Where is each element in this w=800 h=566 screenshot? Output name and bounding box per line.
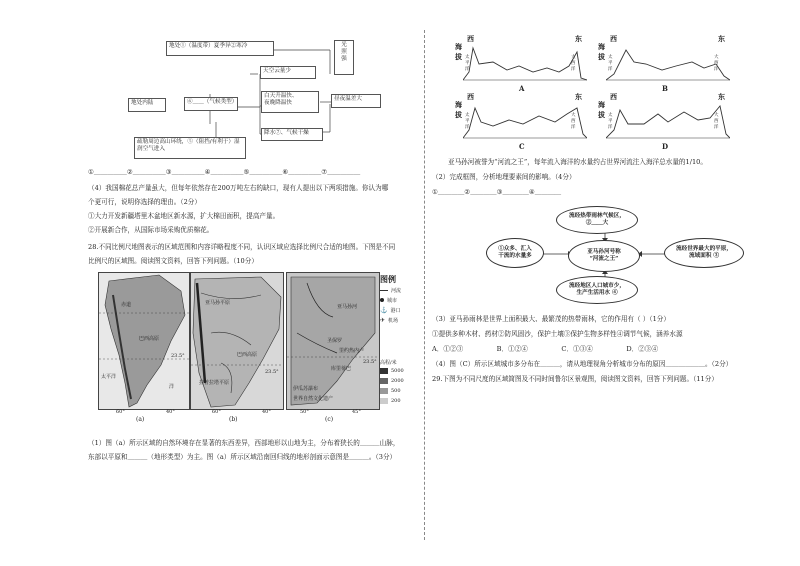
q4-right-line: （4）图（C）所示区域城市多分布在＿＿＿，请从地理视角分析城市分布的原因＿＿＿＿＿＿。（2分） xyxy=(432,360,733,368)
q3-line1: （3）亚马孙雨林是世界上面积最大、最繁茂的热带雨林，它的作用有（ ）（1分） xyxy=(432,315,670,323)
legend-river: 河流 xyxy=(380,285,418,295)
map-b-brazil: 巴西高原 xyxy=(237,352,258,358)
map-b-label: (b) xyxy=(229,416,238,423)
diagram-box-rain: 降水⑦、气候干燥 xyxy=(261,128,323,141)
q29-line: 29.下图为不同尺度的区域简图及不同时间鲁尔区景观图，阅读图文资料，回答下列问题。（11分） xyxy=(432,375,718,383)
diagram-box-climate: ⑥＿＿（气候类型） xyxy=(184,97,238,111)
map-b-lat: 23.5° xyxy=(265,369,279,375)
legend-airport: ✈ 机场 xyxy=(380,316,399,324)
legend-elev-1: 5000 xyxy=(380,366,418,376)
map-a-pacific: 太平洋 xyxy=(101,374,117,380)
q4-option2: ②开展新合作，从国际市场采购优质棉花。 xyxy=(88,226,214,234)
river-icon xyxy=(380,290,388,291)
q28-line2: 比例尺的区域图。阅读图文资料，回答下列问题。（10分） xyxy=(88,257,258,265)
q4-line2: 个更可行，说明你选择的理由。（2分） xyxy=(88,198,201,206)
legend-elev-4: 200 xyxy=(380,396,418,406)
anchor-icon: ⚓ xyxy=(380,306,388,314)
map-c-tick1: 50° xyxy=(300,409,309,415)
map-b-tick2: 40° xyxy=(262,409,271,415)
q2-blanks: ①＿＿＿＿②＿＿＿＿③＿＿＿＿④＿＿＿＿ xyxy=(432,188,562,196)
q2-line1: （2）完成框图，分析地理要素间的影响。（4分） xyxy=(432,173,576,181)
map-b-tick1: 60° xyxy=(212,409,221,415)
diagram-box-sky: 天空云量少 xyxy=(260,66,316,79)
map-a-tick1: 60° xyxy=(116,409,125,415)
map-c xyxy=(286,272,380,410)
map-c-lat: 23.5° xyxy=(363,359,377,365)
page-divider xyxy=(424,30,425,540)
legend-elev-3: 500 xyxy=(380,386,418,396)
legend-city: 城市 xyxy=(380,295,418,305)
concept-right: 流经世界最大的平原， 流域面积 ③ xyxy=(664,238,744,268)
profile-b-curve xyxy=(606,42,730,82)
map-c-rio: 里约热内卢 xyxy=(339,348,365,354)
map-a-lat: 23.5° xyxy=(171,353,185,359)
concept-bottom: 流经地区人口城市少， 生产生活用水 ④ xyxy=(556,276,638,304)
diagram-box-inland: 地处内陆 xyxy=(128,98,166,112)
map-c-label: (c) xyxy=(325,416,334,423)
map-legend xyxy=(380,274,418,406)
map-a xyxy=(98,272,190,410)
diagram-box-diff: 昼夜温差大 xyxy=(331,94,381,108)
map-c-iguazu: 伊瓜苏瀑布 xyxy=(293,386,319,392)
map-b xyxy=(190,272,284,410)
map-b-amazon: 亚马孙平原 xyxy=(205,300,231,306)
map-a-ocean: 洋 xyxy=(169,384,175,390)
map-c-curitiba: 库里蒂巴 xyxy=(331,366,352,372)
concept-center: 亚马孙河号称 “河流之王” xyxy=(568,240,640,272)
q3-options: A．①②③ B．①②④ C．①③④ D．②③④ xyxy=(432,345,659,353)
map-a-tick2: 40° xyxy=(166,409,175,415)
airplane-icon: ✈ xyxy=(380,316,386,324)
map-c-tick2: 45° xyxy=(352,409,361,415)
map-a-equator: 赤道 xyxy=(121,302,132,308)
concept-left: ①众多、汇入 干流的水量多 xyxy=(486,238,544,268)
diagram-box-mountains: 疏勒周边高山环绕，⑤（阻挡/有利于）湿润空气进入 xyxy=(134,137,246,159)
diagram-box-temp: 白天升温快、 夜晚降温快 xyxy=(261,91,319,113)
profile-a-curve xyxy=(463,42,587,82)
map-b-land xyxy=(191,273,283,409)
map-c-saopaulo: 圣保罗 xyxy=(327,338,343,344)
q4-line1: （4）我国棉花总产量虽大，但每年依然存在200万吨左右的缺口，现有人提出以下两项措施。你认为哪 xyxy=(88,184,389,192)
legend-elevation-title: 高程/米 xyxy=(380,360,397,366)
map-c-heritage: 世界自然文化遗产 xyxy=(293,396,334,402)
map-b-laplata: 拉普拉塔平原 xyxy=(199,380,230,386)
map-c-amazon: 亚马孙河 xyxy=(337,304,358,310)
legend-elev-2: 2000 xyxy=(380,376,418,386)
q4-option1: ①大力开发新疆塔里木盆地区新水源，扩大棉田面积，提高产量。 xyxy=(88,212,280,220)
profile-d-curve xyxy=(606,100,730,140)
amazon-intro: 亚马孙河被誉为“河流之王”，每年流入海洋的水量约占世界河流注入海洋总水量的1/10。 xyxy=(448,158,707,166)
concept-top: 流经热带雨林气候区， ②＿＿大 xyxy=(556,206,638,234)
legend-title: 图例 xyxy=(380,274,396,284)
q28-line1: 28.不同比例尺地图表示的区域范围和内容详略程度不同，认识区域应选择比例尺合适的地图。下图是不同 xyxy=(88,243,396,251)
diagram-box-light: 光 照 强 xyxy=(334,40,354,75)
map-a-brazil: 巴西高原 xyxy=(139,336,160,342)
legend-port: ⚓ 港口 xyxy=(380,306,401,314)
diagram-box-latitude: 地处①（温度带）夏季异②寒冷 xyxy=(166,41,274,56)
q1-line1: （1）图（a）所示区域的自然环境存在显著的东西差异，西部地形以山地为主，分布着狭长的＿＿＿山脉， xyxy=(88,439,400,447)
q3-line2: ①提供多种木材、药材②防风固沙，保护土壤③保护生物多样性④调节气候，涵养水源 xyxy=(432,330,683,338)
answer-blanks: ①＿＿＿＿＿②＿＿＿＿＿③＿＿＿＿＿④＿＿＿＿＿⑤＿＿＿＿＿⑥＿＿＿＿＿⑦＿＿＿＿＿ xyxy=(88,168,361,176)
q1-line2: 东部以平原和＿＿＿（地形类型）为主。图（a）所示区域沿南回归线的地形剖面示意图是＿＿＿。（3分） xyxy=(88,453,397,461)
map-a-label: (a) xyxy=(136,416,145,423)
profile-c-curve xyxy=(463,100,587,140)
city-icon xyxy=(380,298,384,302)
